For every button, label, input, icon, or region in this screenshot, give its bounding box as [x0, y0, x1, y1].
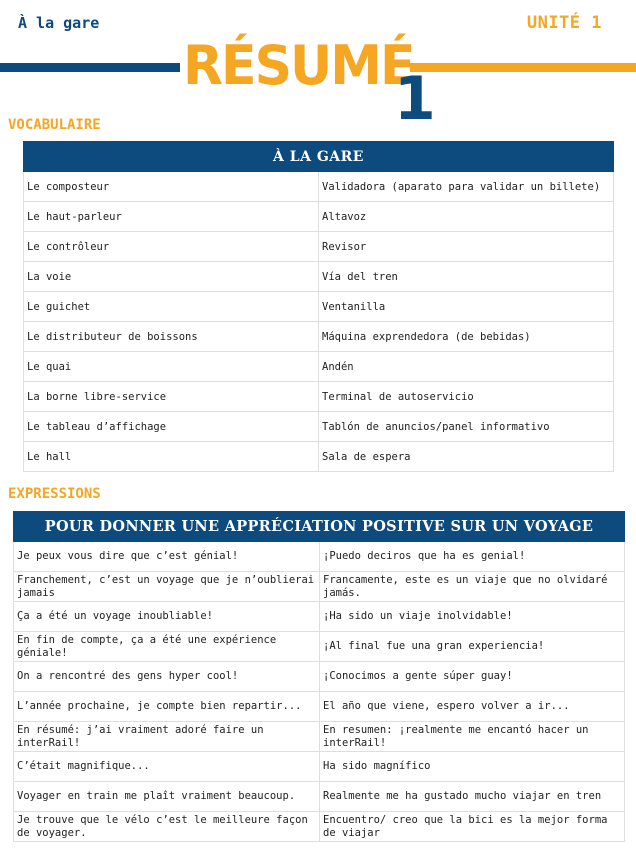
spanish-translation: Tablón de anuncios/panel informativo	[319, 412, 614, 442]
spanish-translation: En resumen: ¡realmente me encantó hacer un interRail!	[320, 722, 625, 752]
spanish-translation: Sala de espera	[319, 442, 614, 472]
french-expression: Je trouve que le vélo c’est le meilleure façon de voyager.	[14, 812, 320, 842]
table-row	[14, 752, 625, 782]
table-row	[24, 442, 614, 472]
spanish-translation: Andén	[319, 352, 614, 382]
table-row	[24, 202, 614, 232]
spanish-translation: Realmente me ha gustado mucho viajar en tren	[320, 782, 625, 812]
spanish-translation: Ha sido magnífico	[320, 752, 625, 782]
french-term: Le guichet	[24, 292, 319, 322]
table-row	[24, 232, 614, 262]
unit-label: UNITÉ 1	[526, 13, 602, 33]
spanish-translation: Francamente, este es un viaje que no olvidaré jamás.	[320, 572, 625, 602]
spanish-translation: ¡Conocimos a gente súper guay!	[320, 662, 625, 692]
expressions-table	[13, 511, 625, 842]
spanish-translation: Ventanilla	[319, 292, 614, 322]
spanish-translation: Encuentro/ creo que la bici es la mejor forma de viajar	[320, 812, 625, 842]
table-row	[24, 322, 614, 352]
table-row	[24, 412, 614, 442]
vocabulary-section-title: VOCABULAIRE	[8, 117, 101, 133]
spanish-translation: Validadora (aparato para validar un billete)	[319, 172, 614, 202]
french-term: Le tableau d’affichage	[24, 412, 319, 442]
table-row	[14, 542, 625, 572]
table-row	[14, 632, 625, 662]
french-expression: Ça a été un voyage inoubliable!	[14, 602, 320, 632]
spanish-translation: Terminal de autoservicio	[319, 382, 614, 412]
expressions-section-title: EXPRESSIONS	[8, 486, 101, 502]
header-bar-right	[410, 63, 636, 72]
spanish-translation: ¡Puedo deciros que ha es genial!	[320, 542, 625, 572]
vocabulary-table	[23, 141, 614, 472]
french-term: Le contrôleur	[24, 232, 319, 262]
french-term: Le hall	[24, 442, 319, 472]
spanish-translation: Revisor	[319, 232, 614, 262]
table-row	[24, 382, 614, 412]
table-row	[14, 692, 625, 722]
table-row	[14, 572, 625, 602]
french-term: Le distributeur de boissons	[24, 322, 319, 352]
page-title: RÉSUMÉ	[183, 34, 414, 98]
french-expression: On a rencontré des gens hyper cool!	[14, 662, 320, 692]
french-expression: L’année prochaine, je compte bien repartir...	[14, 692, 320, 722]
table-row	[24, 172, 614, 202]
vocabulary-table-title: À LA GARE	[24, 142, 614, 172]
table-row	[14, 602, 625, 632]
french-expression: En résumé: j’ai vraiment adoré faire un interRail!	[14, 722, 320, 752]
french-expression: En fin de compte, ça a été une expérience géniale!	[14, 632, 320, 662]
spanish-translation: Vía del tren	[319, 262, 614, 292]
unit-number: 1	[394, 64, 436, 134]
spanish-translation: ¡Ha sido un viaje inolvidable!	[320, 602, 625, 632]
spanish-translation: Máquina exprendedora (de bebidas)	[319, 322, 614, 352]
spanish-translation: El año que viene, espero volver a ir...	[320, 692, 625, 722]
french-expression: Voyager en train me plaît vraiment beaucoup.	[14, 782, 320, 812]
header-bar-left	[0, 63, 180, 72]
table-row	[14, 812, 625, 842]
table-row	[24, 352, 614, 382]
french-term: La voie	[24, 262, 319, 292]
spanish-translation: ¡Al final fue una gran experiencia!	[320, 632, 625, 662]
table-row	[14, 782, 625, 812]
french-term: Le haut-parleur	[24, 202, 319, 232]
french-expression: Franchement, c’est un voyage que je n’oublierai jamais	[14, 572, 320, 602]
table-row	[24, 262, 614, 292]
french-term: Le quai	[24, 352, 319, 382]
table-row	[24, 292, 614, 322]
expressions-table-title: POUR DONNER UNE APPRÉCIATION POSITIVE SUR UN VOYAGE	[14, 512, 625, 542]
french-expression: Je peux vous dire que c’est génial!	[14, 542, 320, 572]
french-expression: C’était magnifique...	[14, 752, 320, 782]
french-term: La borne libre-service	[24, 382, 319, 412]
spanish-translation: Altavoz	[319, 202, 614, 232]
table-header-row	[24, 142, 614, 172]
french-term: Le composteur	[24, 172, 319, 202]
table-row	[14, 662, 625, 692]
table-row	[14, 722, 625, 752]
chapter-title: À la gare	[18, 14, 100, 32]
table-header-row	[14, 512, 625, 542]
